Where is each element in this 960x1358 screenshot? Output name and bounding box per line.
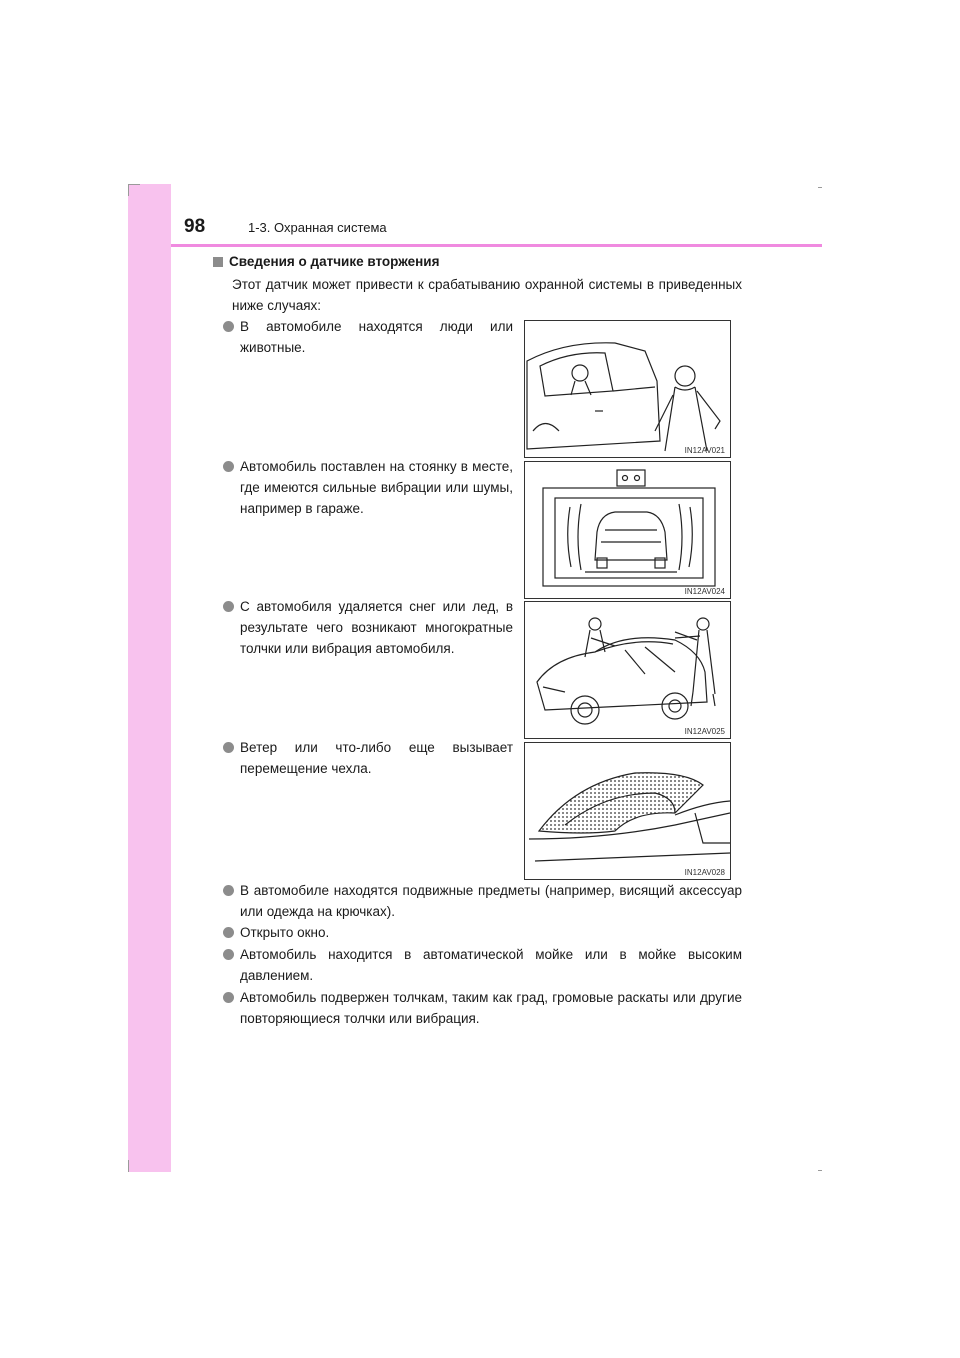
list-item [240, 596, 513, 659]
side-tab-strip [128, 184, 171, 1172]
header-divider [171, 244, 822, 247]
car-cover-wind-illustration [524, 742, 731, 880]
crop-mark [818, 1170, 822, 1171]
list-item-text: В автомобиле находятся люди или животные. [240, 319, 513, 355]
list-item-text: С автомобиля удаляется снег или лед, в результате чего возникают многократные толчки или вибрация автомобиля. [240, 599, 513, 656]
image-code: IN12AV021 [684, 446, 725, 455]
round-bullet-icon [223, 927, 234, 938]
list-item-text: Ветер или что-либо еще вызывает перемещение чехла. [240, 740, 513, 776]
list-item [240, 456, 513, 519]
list-item-text: Автомобиль поставлен на стоянку в месте, где имеются сильные вибрации или шумы, например в гараже. [240, 459, 513, 516]
section-header: 1-3. Охранная система [248, 220, 387, 235]
crop-mark [818, 187, 822, 188]
people-removing-snow-illustration [524, 601, 731, 739]
crop-mark [128, 184, 129, 196]
section-heading [213, 254, 439, 269]
car-with-dog-and-person-illustration [524, 320, 731, 458]
round-bullet-icon [223, 992, 234, 1003]
intro-paragraph: Этот датчик может привести к срабатыванию охранной системы в приведенных ниже случаях: [232, 277, 742, 313]
list-item-text: Автомобиль находится в автоматической мойке или в мойке высоким давлением. [240, 947, 742, 983]
list-item-text: Автомобиль подвержен толчкам, таким как град, громовые раскаты или другие повторяющиеся толчки или вибрация. [240, 990, 742, 1026]
car-in-garage-lift-illustration [524, 461, 731, 599]
list-item-text: В автомобиле находятся подвижные предметы (например, висящий аксессуар или одежда на крючках). [240, 883, 742, 919]
image-code: IN12AV024 [684, 587, 725, 596]
crop-mark [128, 1160, 129, 1172]
round-bullet-icon [223, 742, 234, 753]
section-heading-text: Сведения о датчике вторжения [229, 254, 440, 269]
round-bullet-icon [223, 885, 234, 896]
square-bullet-icon [213, 257, 223, 267]
list-item [240, 944, 742, 986]
list-item [240, 737, 513, 779]
crop-mark [128, 184, 140, 185]
list-item [240, 922, 742, 943]
round-bullet-icon [223, 321, 234, 332]
image-code: IN12AV028 [684, 868, 725, 877]
list-item-text: Открыто окно. [240, 925, 330, 940]
list-item [240, 987, 742, 1029]
round-bullet-icon [223, 461, 234, 472]
page-number: 98 [184, 216, 206, 237]
list-item [240, 316, 513, 358]
round-bullet-icon [223, 601, 234, 612]
list-item [240, 880, 742, 922]
round-bullet-icon [223, 949, 234, 960]
image-code: IN12AV025 [684, 727, 725, 736]
